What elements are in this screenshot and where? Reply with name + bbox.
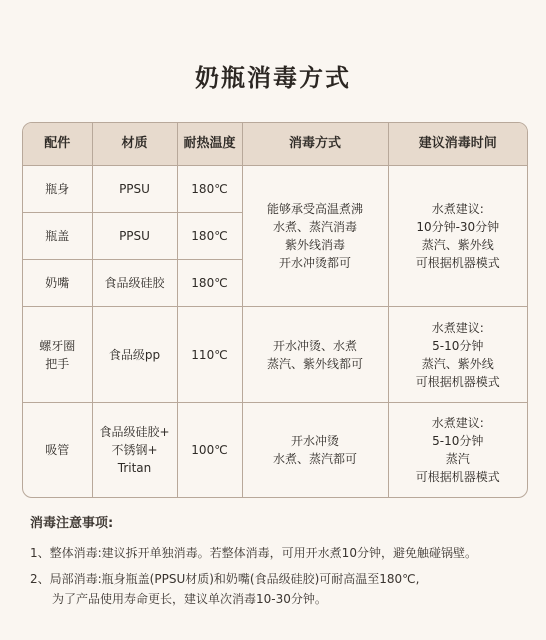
method-line: 开水冲烫 [290,434,339,449]
note-item [30,569,530,609]
table-row [23,403,527,498]
time-line: 水煮建议: [431,416,484,431]
method-cell [242,166,388,307]
part-cell: 吸管 [23,403,92,498]
method-line: 蒸汽、紫外线都可 [266,356,363,371]
note-text: 为了产品使用寿命更长，建议单次消毒10-30分钟。 [52,592,327,606]
time-line: 蒸汽、紫外线 [421,356,494,371]
time-line: 5-10分钟 [432,434,484,449]
temp-cell: 110℃ [177,307,242,403]
header-time: 建议消毒时间 [388,123,527,166]
method-cell [242,307,388,403]
material-line: 食品级硅胶+ [99,425,170,440]
method-cell [242,403,388,498]
table-row [23,307,527,403]
temp-cell: 180℃ [177,260,242,307]
notes-section [30,512,530,615]
note-item [30,543,530,563]
time-line: 可根据机器模式 [415,470,500,485]
time-line: 可根据机器模式 [415,256,500,270]
header-material: 材质 [92,123,177,166]
material-line: 不锈钢+ [111,443,158,458]
method-line: 开水冲烫都可 [278,256,351,270]
temp-cell: 180℃ [177,166,242,213]
temp-cell: 180℃ [177,213,242,260]
material-cell: 食品级硅胶 [92,260,177,307]
temp-cell: 100℃ [177,403,242,498]
method-line: 能够承受高温煮沸 [266,202,363,216]
method-line: 紫外线消毒 [284,238,345,252]
material-line: Tritan [117,461,152,476]
header-part: 配件 [23,123,92,166]
time-line: 10分钟-30分钟 [416,220,500,234]
time-line: 水煮建议: [431,320,484,335]
material-cell [92,403,177,498]
part-cell: 瓶盖 [23,213,92,260]
material-cell: 食品级pp [92,307,177,403]
time-line: 蒸汽、紫外线 [421,238,494,252]
material-cell: PPSU [92,213,177,260]
notes-title: 消毒注意事项: [30,516,114,531]
method-line: 水煮、蒸汽都可 [272,452,357,467]
time-cell [388,403,527,498]
method-line: 开水冲烫、水煮 [272,338,357,353]
time-line: 水煮建议: [431,202,484,216]
part-cell [23,307,92,403]
part-line: 螺牙圈 [39,338,76,353]
method-line: 水煮、蒸汽消毒 [272,220,357,234]
header-method: 消毒方式 [242,123,388,166]
table [23,123,527,498]
table-header-row [23,123,527,166]
time-cell [388,307,527,403]
disinfection-table [22,122,528,498]
note-text: 1、整体消毒:建议拆开单独消毒。若整体消毒，可用开水煮10分钟，避免触碰锅壁。 [30,546,477,560]
material-cell: PPSU [92,166,177,213]
time-line: 蒸汽 [445,452,470,467]
page-title: 奶瓶消毒方式 [195,64,351,92]
time-line: 可根据机器模式 [415,374,500,389]
note-text: 2、局部消毒:瓶身瓶盖(PPSU材质)和奶嘴(食品级硅胶)可耐高温至180℃, [30,572,420,586]
table-row [23,166,527,213]
time-line: 5-10分钟 [432,338,484,353]
part-cell: 瓶身 [23,166,92,213]
time-cell [388,166,527,307]
header-heat-temp: 耐热温度 [177,123,242,166]
part-line: 把手 [45,356,70,371]
part-cell: 奶嘴 [23,260,92,307]
